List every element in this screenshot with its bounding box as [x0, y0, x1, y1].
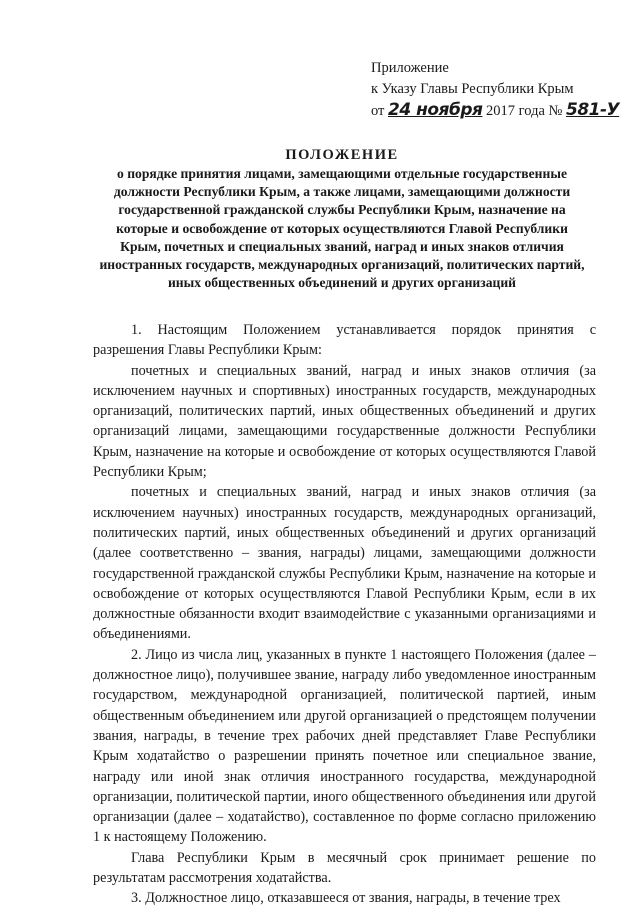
paragraph-3: почетных и специальных званий, наград и иных знаков отличия (за исключением научных) иностранных государств, международных организаций, политических партий, иных общественных объединений и других организаций (далее соответственно – звания, награды) лицами, замещающими должности государственной гражданской службы Республики Крым, назначение на которые и освобождение от которых осуществляются Главой Республики Крым, если в их должностные обязанности входит взаимодействие с указанными организациями и объединениями.: [93, 484, 596, 643]
date-prefix: от: [371, 103, 389, 119]
annex-date-line: [371, 100, 619, 122]
document-body: [93, 320, 596, 909]
paragraph-6: 3. Должностное лицо, отказавшееся от звания, награды, в течение трех: [131, 890, 561, 907]
annex-decree-reference: к Указу Главы Республики Крым: [371, 81, 574, 97]
handwritten-date: 24 ноября: [388, 100, 483, 120]
document-title: ПОЛОЖЕНИЕ: [285, 147, 399, 163]
paragraph-4: 2. Лицо из числа лиц, указанных в пункте 1 настоящего Положения (далее – должностное лицо), получившее звание, награду либо уведомленное иностранным государством, международной организацией, политической партией, иным общественным объединением или другой организацией о предстоящем получении звания, награды, в течение трех рабочих дней представляет Главе Республики Крым ходатайство о разрешении принять почетное или специальное звание, награду или иной знак отличия иностранного государства, международной организации, политической партии, иного общественного объединения или другой организации (далее – ходатайство), составленное по форме согласно приложению 1 к настоящему Положению.: [93, 646, 596, 846]
paragraph-1: 1. Настоящим Положением устанавливается порядок принятия с разрешения Главы Республики Крым:: [93, 322, 596, 359]
annex-title: Приложение: [371, 60, 449, 76]
handwritten-number: 581-У: [565, 100, 620, 120]
date-year: 2017 года №: [482, 103, 566, 119]
document-subtitle: о порядке принятия лицами, замещающими отдельные государственные должности Республики Крым, а также лицами, замещающими должности государственной гражданской службы Республики Крым, назначение на которые и освобождение от которых осуществляются Главой Республики Крым, почетных и специальных званий, наград и иных знаков отличия иностранных государств, международных организаций, политических партий, иных общественных объединений и других организаций: [99, 166, 585, 291]
annex-header: [371, 58, 619, 122]
paragraph-2: почетных и специальных званий, наград и иных знаков отличия (за исключением научных и спортивных) иностранных государств, международных организаций, политических партий, иных общественных объединений и других организаций лицами, замещающими государственные должности Республики Крым, назначение на которые и освобождение от которых осуществляются Главой Республики Крым;: [93, 362, 596, 481]
paragraph-5: Глава Республики Крым в месячный срок принимает решение по результатам рассмотрения ходатайства.: [93, 849, 596, 887]
